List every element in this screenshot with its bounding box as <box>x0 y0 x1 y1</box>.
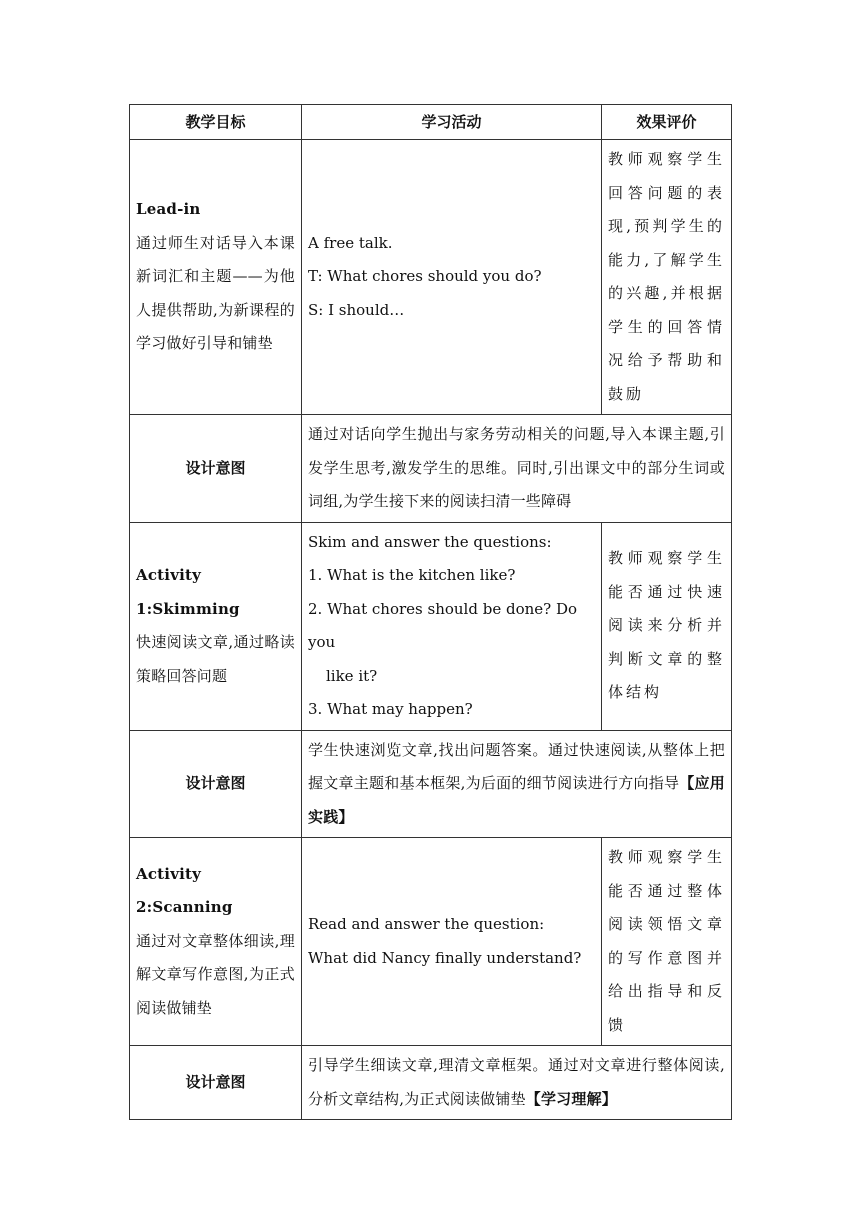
activity-2-line: Read and answer the question: <box>308 915 545 933</box>
activity-2-objective-cell <box>130 838 302 1046</box>
activity-1-line: Skim and answer the questions: <box>308 532 552 551</box>
design-3-text: 引导学生细读文章,理清文章框架。通过对文章进行整体阅读,分析文章结构,为正式阅读做铺垫 <box>308 1056 725 1108</box>
design-3-label: 设计意图 <box>130 1046 302 1120</box>
design-3-tag: 【学习理解】 <box>525 1089 617 1108</box>
activity-2-activity-cell <box>302 838 602 1046</box>
lead-in-activity-line: A free talk. <box>308 233 393 252</box>
table-row-design-2 <box>130 730 732 838</box>
activity-1-title: Activity 1:Skimming <box>136 566 240 618</box>
activity-2-title: Activity 2:Scanning <box>136 864 233 917</box>
activity-1-line: 1. What is the kitchen like? <box>308 566 516 584</box>
header-activity: 学习活动 <box>302 105 602 140</box>
lead-in-activity-line: T: What chores should you do? <box>308 267 542 286</box>
table-header-row <box>130 105 732 140</box>
activity-2-objective-text: 通过对文章整体细读,理解文章写作意图,为正式阅读做铺垫 <box>136 931 295 1017</box>
activity-2-evaluation-cell: 教师观察学生能否通过整体阅读领悟文章的写作意图并给出指导和反馈 <box>602 838 732 1046</box>
activity-1-objective-cell <box>130 522 302 730</box>
table-row-design-3 <box>130 1046 732 1120</box>
table-row-lead-in <box>130 140 732 415</box>
header-objective: 教学目标 <box>130 105 302 140</box>
lesson-plan-table <box>129 104 732 1120</box>
activity-1-activity-cell <box>302 522 602 730</box>
design-3-cell <box>302 1046 732 1120</box>
activity-1-objective-text: 快速阅读文章,通过略读策略回答问题 <box>136 633 295 685</box>
activity-2-line: What did Nancy finally understand? <box>308 948 582 967</box>
design-1-label: 设计意图 <box>130 415 302 523</box>
header-evaluation: 效果评价 <box>602 105 732 140</box>
design-2-cell <box>302 730 732 838</box>
activity-1-line: 2. What chores should be done? Do you <box>308 599 578 651</box>
design-1-text: 通过对话向学生抛出与家务劳动相关的问题,导入本课主题,引发学生思考,激发学生的思维。同时,引出课文中的部分生词或词组,为学生接下来的阅读扫清一些障碍 <box>302 415 732 523</box>
lead-in-activity-cell <box>302 140 602 415</box>
lead-in-objective-text: 通过师生对话导入本课新词汇和主题——为他人提供帮助,为新课程的学习做好引导和铺垫 <box>136 233 295 353</box>
activity-1-line: 3. What may happen? <box>308 700 473 718</box>
design-2-label: 设计意图 <box>130 730 302 838</box>
lead-in-evaluation-cell: 教师观察学生回答问题的表现,预判学生的能力,了解学生的兴趣,并根据学生的回答情况给予帮助和鼓励 <box>602 140 732 415</box>
activity-1-evaluation-cell: 教师观察学生能否通过快速阅读来分析并判断文章的整体结构 <box>602 522 732 730</box>
design-2-tag: 【应用实践】 <box>308 774 725 826</box>
activity-1-line: like it? <box>326 666 378 685</box>
lead-in-title: Lead-in <box>136 200 201 219</box>
table-row-activity-2 <box>130 838 732 1046</box>
table-row-activity-1 <box>130 522 732 730</box>
lead-in-objective-cell <box>130 140 302 415</box>
lead-in-activity-line: S: I should… <box>308 300 405 319</box>
design-2-text: 学生快速浏览文章,找出问题答案。通过快速阅读,从整体上把握文章主题和基本框架,为后面的细节阅读进行方向指导 <box>308 740 725 792</box>
table-row-design-1 <box>130 415 732 523</box>
